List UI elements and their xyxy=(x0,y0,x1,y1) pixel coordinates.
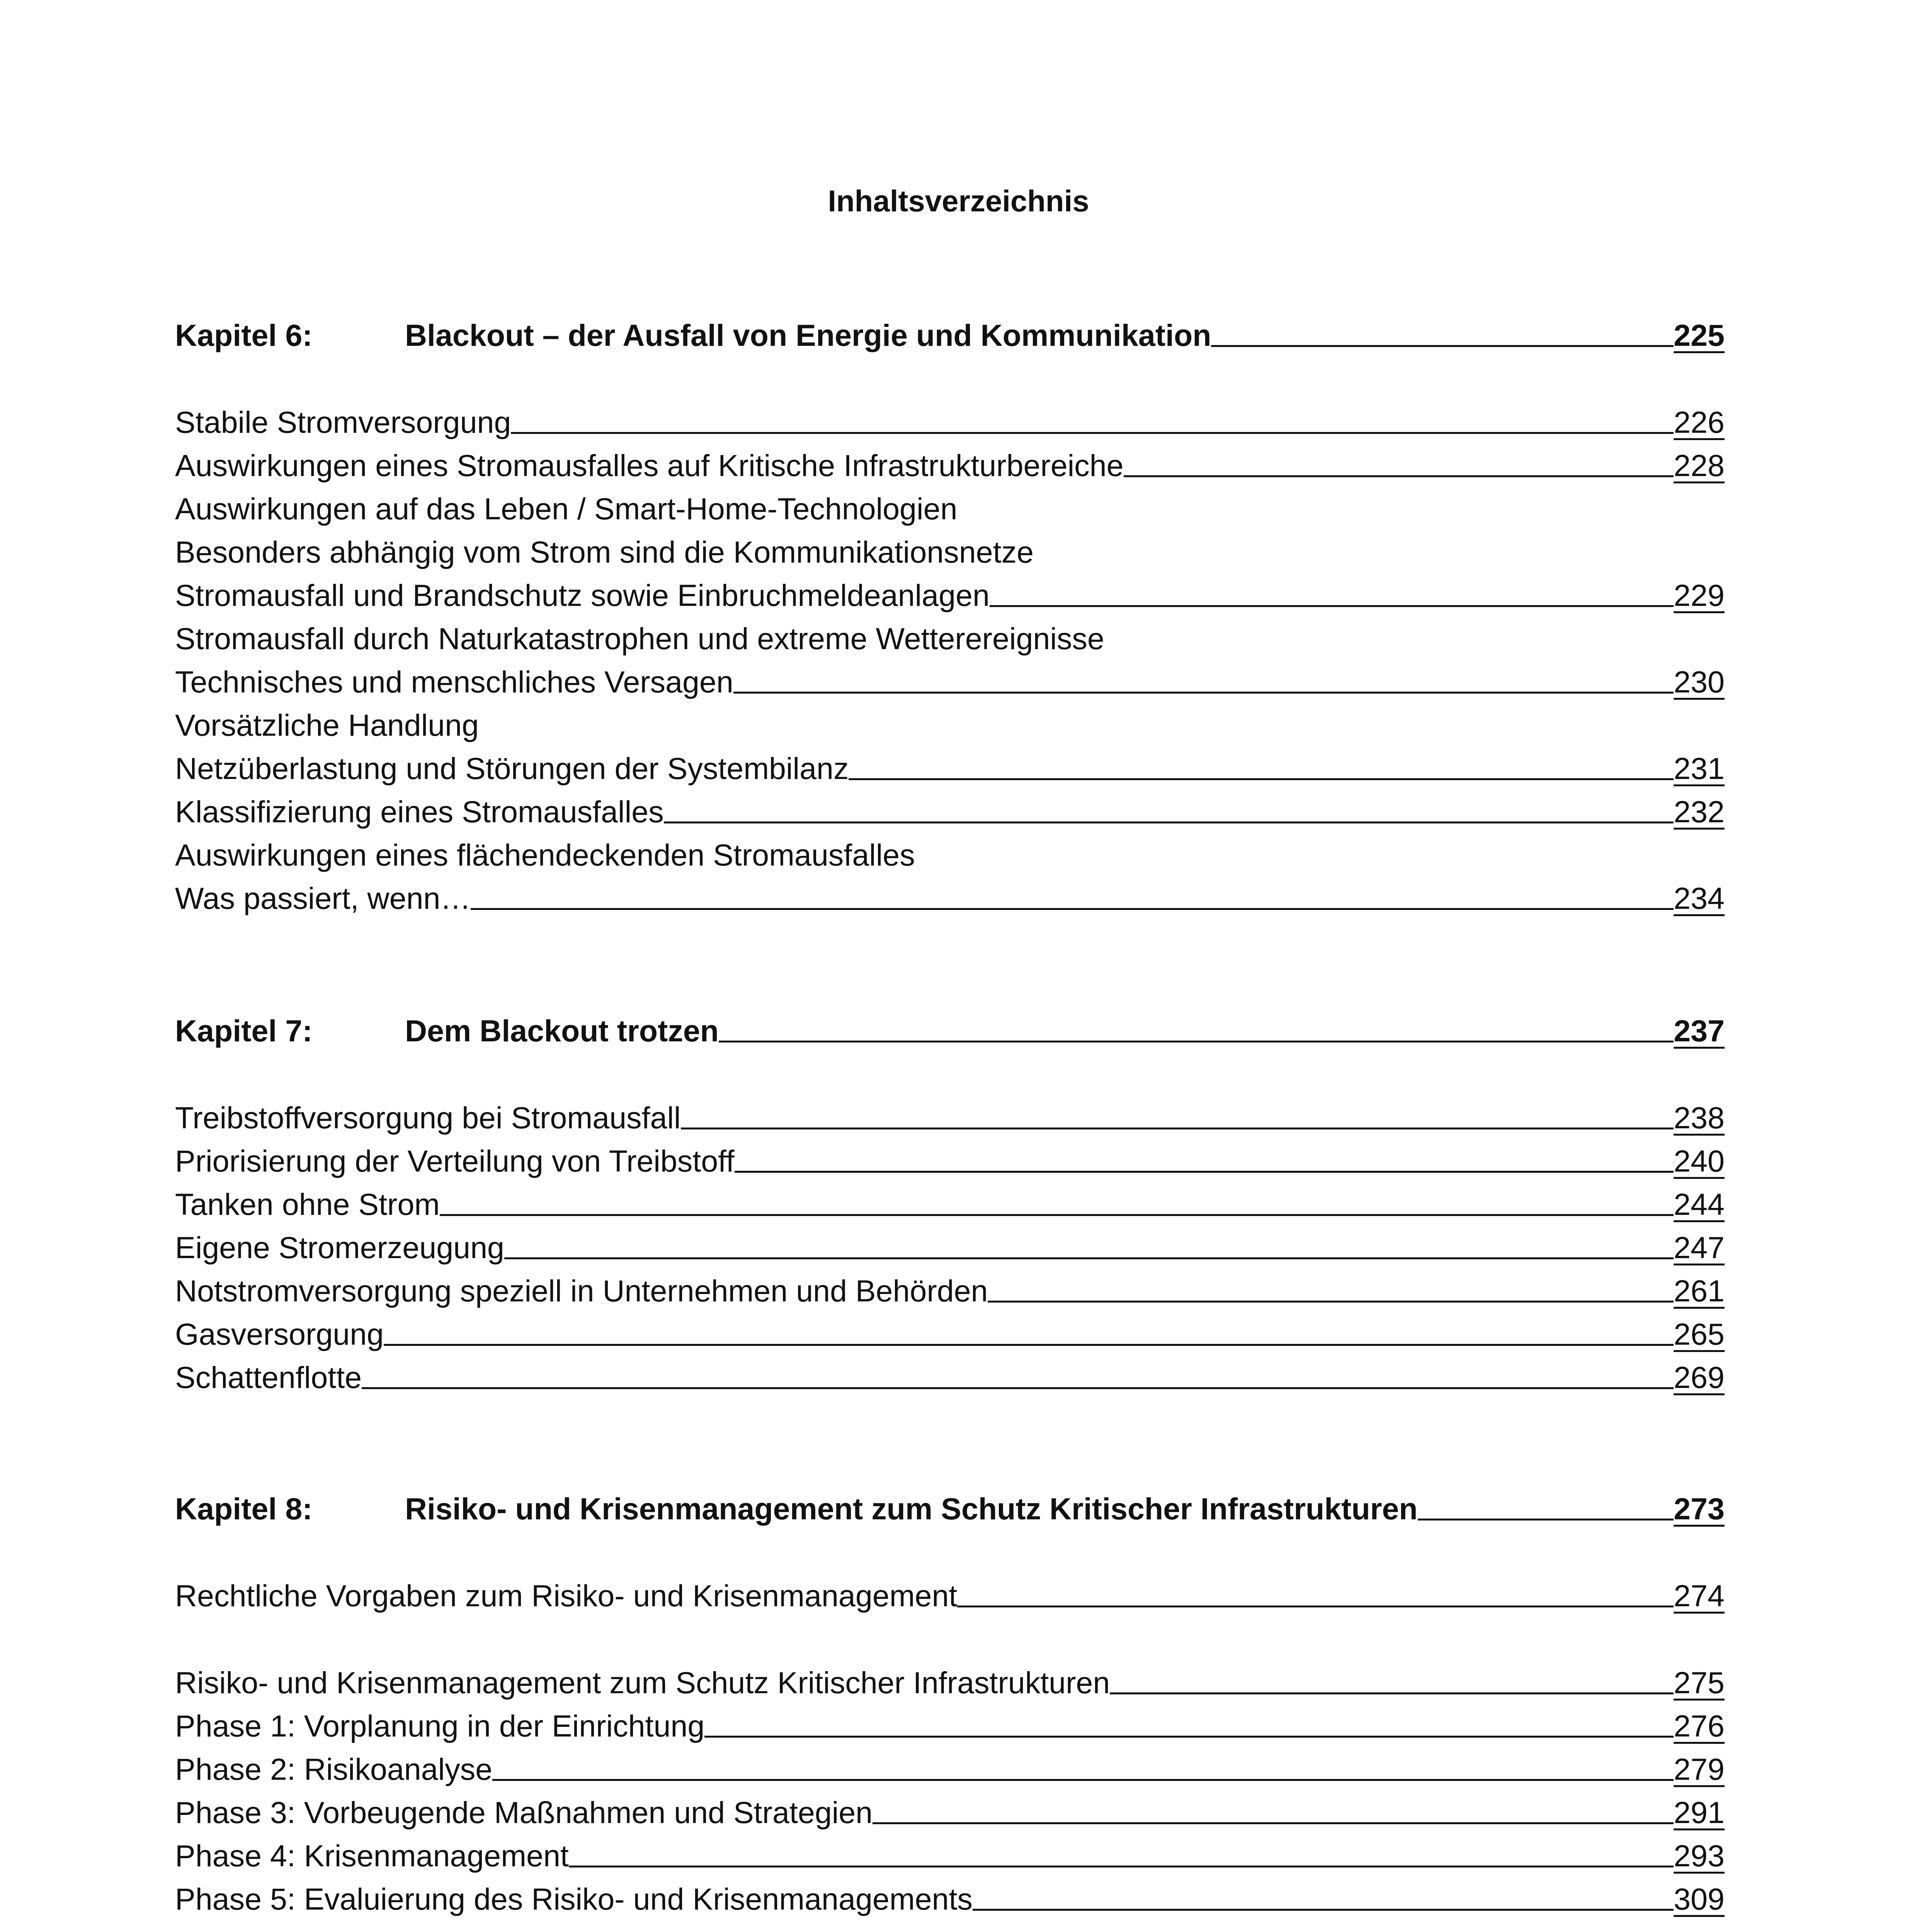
toc-entry xyxy=(175,706,1725,745)
entry-title: Auswirkungen auf das Leben / Smart-Home-Technologien xyxy=(175,492,958,526)
entry-title: Treibstoffversorgung bei Stromausfall xyxy=(175,1100,681,1135)
leader-line xyxy=(384,1344,1674,1346)
toc-entry xyxy=(175,1099,1725,1137)
page-number: 228 xyxy=(1674,448,1725,483)
page-number: 293 xyxy=(1674,1838,1725,1873)
leader-line xyxy=(664,821,1674,823)
leader-line xyxy=(1110,1692,1674,1694)
toc-entry xyxy=(175,663,1725,701)
page-number: 275 xyxy=(1674,1665,1725,1700)
toc-entry xyxy=(175,1185,1725,1224)
entry-title: Notstromversorgung speziell in Unternehmen und Behörden xyxy=(175,1274,988,1308)
leader-line xyxy=(704,1736,1674,1738)
entry-title: Auswirkungen eines flächendeckenden Stromausfalles xyxy=(175,838,915,872)
entry-title: Vorsätzliche Handlung xyxy=(175,708,479,742)
page-number: 269 xyxy=(1674,1360,1725,1395)
entry-title: Phase 1: Vorplanung in der Einrichtung xyxy=(175,1709,705,1743)
toc-entry xyxy=(175,1837,1725,1875)
entry-title: Was passiert, wenn… xyxy=(175,881,471,915)
leader-line xyxy=(440,1214,1674,1216)
leader-line xyxy=(492,1779,1674,1781)
chapter-7-heading xyxy=(175,1012,1725,1050)
leader-line xyxy=(1211,345,1674,347)
leader-line xyxy=(719,1041,1674,1043)
toc-entry xyxy=(175,619,1725,658)
entry-title: Schattenflotte xyxy=(175,1360,362,1395)
toc-entry xyxy=(175,1272,1725,1310)
toc-entry xyxy=(175,1142,1725,1180)
page-number: 279 xyxy=(1674,1752,1725,1786)
entry-title: Stromausfall durch Naturkatastrophen und extreme Wetterereignisse xyxy=(175,621,1104,656)
page-number: 238 xyxy=(1674,1100,1725,1135)
entry-title: Stabile Stromversorgung xyxy=(175,405,511,439)
chapter-title: Risiko- und Krisenmanagement zum Schutz Kritischer Infrastrukturen xyxy=(405,1492,1418,1526)
toc-entry xyxy=(175,1880,1725,1918)
toc-entry xyxy=(175,403,1725,442)
leader-line xyxy=(733,692,1674,694)
entry-title: Rechtliche Vorgaben zum Risiko- und Krisenmanagement xyxy=(175,1578,958,1613)
chapter-8-heading xyxy=(175,1490,1725,1528)
entry-title: Phase 2: Risikoanalyse xyxy=(175,1752,493,1786)
page-number: 274 xyxy=(1674,1578,1725,1613)
chapter-label: Kapitel 8: xyxy=(175,1492,313,1526)
toc-entry xyxy=(175,533,1725,571)
toc-entry xyxy=(175,1707,1725,1745)
entry-title: Phase 5: Evaluierung des Risiko- und Krisenmanagements xyxy=(175,1882,973,1916)
leader-line xyxy=(735,1171,1674,1173)
leader-line xyxy=(1418,1519,1674,1520)
chapter-title: Dem Blackout trotzen xyxy=(405,1014,719,1048)
page-number: 309 xyxy=(1674,1882,1725,1916)
page-number: 229 xyxy=(1674,578,1725,612)
entry-title: Netzüberlastung und Störungen der Systembilanz xyxy=(175,751,849,786)
leader-line xyxy=(973,1909,1674,1911)
page-number: 273 xyxy=(1674,1492,1725,1526)
entry-title: Stromausfall und Brandschutz sowie Einbruchmeldeanlagen xyxy=(175,578,990,612)
toc-entry xyxy=(175,1315,1725,1354)
leader-line xyxy=(569,1866,1674,1867)
toc-entry xyxy=(175,1663,1725,1702)
page-number: 247 xyxy=(1674,1230,1725,1265)
page-number: 231 xyxy=(1674,751,1725,786)
leader-line xyxy=(1124,475,1674,477)
toc-entry xyxy=(175,490,1725,528)
chapter-title: Blackout – der Ausfall von Energie und Kommunikation xyxy=(405,318,1211,352)
leader-line xyxy=(873,1822,1674,1824)
toc-entry xyxy=(175,446,1725,485)
toc-entry xyxy=(175,1750,1725,1789)
page-number: 225 xyxy=(1674,318,1725,352)
toc-title: Inhaltsverzeichnis xyxy=(828,184,1089,218)
entry-title: Eigene Stromerzeugung xyxy=(175,1230,504,1265)
leader-line xyxy=(988,1301,1674,1303)
page-number: 276 xyxy=(1674,1709,1725,1743)
leader-line xyxy=(511,432,1674,434)
leader-line xyxy=(990,605,1674,607)
entry-title: Technisches und menschliches Versagen xyxy=(175,665,733,699)
page-number: 265 xyxy=(1674,1317,1725,1351)
chapter-label: Kapitel 7: xyxy=(175,1014,313,1048)
page-number: 244 xyxy=(1674,1187,1725,1221)
leader-line xyxy=(504,1257,1674,1259)
page-number: 261 xyxy=(1674,1274,1725,1308)
chapter-label: Kapitel 6: xyxy=(175,318,313,352)
entry-title: Klassifizierung eines Stromausfalles xyxy=(175,794,664,829)
page-number: 234 xyxy=(1674,881,1725,915)
entry-title: Auswirkungen eines Stromausfalles auf Kritische Infrastrukturbereiche xyxy=(175,448,1124,483)
leader-line xyxy=(957,1605,1674,1607)
toc-entry xyxy=(175,749,1725,788)
toc-entry xyxy=(175,576,1725,615)
page-number: 240 xyxy=(1674,1144,1725,1178)
leader-line xyxy=(471,908,1674,910)
entry-title: Risiko- und Krisenmanagement zum Schutz Kritischer Infrastrukturen xyxy=(175,1665,1110,1700)
page-number: 230 xyxy=(1674,665,1725,699)
page-number: 232 xyxy=(1674,794,1725,829)
toc-entry xyxy=(175,1793,1725,1832)
leader-line xyxy=(362,1387,1674,1389)
entry-title: Tanken ohne Strom xyxy=(175,1187,440,1221)
toc-entry xyxy=(175,836,1725,874)
toc-entry xyxy=(175,793,1725,831)
page-number: 237 xyxy=(1674,1014,1725,1048)
toc-entry xyxy=(175,879,1725,918)
entry-title: Phase 4: Krisenmanagement xyxy=(175,1838,569,1873)
page-number: 226 xyxy=(1674,405,1725,439)
entry-title: Phase 3: Vorbeugende Maßnahmen und Strategien xyxy=(175,1795,873,1830)
entry-title: Gasversorgung xyxy=(175,1317,384,1351)
toc-entry xyxy=(175,1358,1725,1397)
leader-line xyxy=(681,1128,1674,1129)
page-number: 291 xyxy=(1674,1795,1725,1830)
leader-line xyxy=(849,778,1674,780)
toc-entry xyxy=(175,1228,1725,1267)
toc-entry xyxy=(175,1577,1725,1615)
chapter-6-heading xyxy=(175,316,1725,355)
entry-title: Besonders abhängig vom Strom sind die Kommunikationsnetze xyxy=(175,535,1034,569)
entry-title: Priorisierung der Verteilung von Treibstoff xyxy=(175,1144,735,1178)
